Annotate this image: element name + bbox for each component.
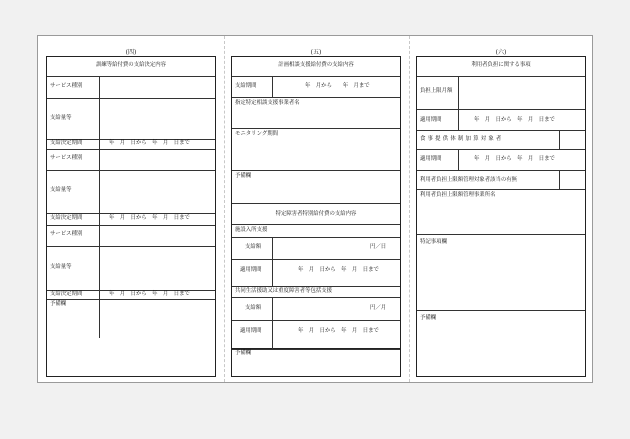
- burden-cap-label: 負担上限月額: [420, 88, 453, 94]
- panel-number: (四): [125, 49, 137, 56]
- apply-period-value: 年 月 日から 年 月 日まで: [474, 156, 555, 162]
- decision-period-label: 支給決定期間: [50, 291, 83, 297]
- apply-period-label: 適用期間: [420, 156, 442, 162]
- group-home-label: 共同生活援助又は重度障害者等包括支援: [235, 288, 333, 294]
- panel-six-form: [416, 56, 586, 377]
- apply-period-value: 年 月 日から 年 月 日まで: [298, 267, 379, 273]
- decision-period-value: 年 月 日から 年 月 日まで: [109, 291, 190, 297]
- fold-line: [224, 36, 225, 382]
- cap-management-office-label: 利用者負担上限額管理事業所名: [420, 192, 496, 198]
- period-value: 年 月から 年 月まで: [305, 83, 370, 89]
- period-label: 支給期間: [235, 83, 257, 89]
- monitoring-period-label: モニタリング期間: [235, 131, 279, 137]
- amount-label: 支給額: [245, 244, 262, 250]
- notes-label: 予備欄: [235, 350, 252, 356]
- panel-number: (六): [495, 49, 507, 56]
- panel-header: 計画相談支援給付費の支給内容: [278, 62, 354, 68]
- decision-period-value: 年 月 日から 年 月 日まで: [109, 140, 190, 146]
- amount-label: 支給量等: [50, 187, 72, 193]
- special-benefit-header: 特定障害者特別給付費の支給内容: [275, 211, 357, 217]
- decision-period-label: 支給決定期間: [50, 215, 83, 221]
- panel-number: (五): [310, 49, 322, 56]
- apply-period-label: 適用期間: [420, 117, 442, 123]
- cap-management-label: 利用者負担上限額管理対象者該当の有無: [420, 177, 518, 183]
- designated-office-label: 指定特定相談支援事業者名: [235, 100, 300, 106]
- panel-header: 利用者負担に関する事項: [471, 62, 531, 68]
- amount-label: 支給量等: [50, 115, 72, 121]
- amount-unit: 円／日: [370, 244, 387, 250]
- fold-line: [409, 36, 410, 382]
- panel-four-form: [46, 56, 216, 377]
- service-type-label: サービス種別: [50, 231, 83, 237]
- service-type-label: サービス種別: [50, 83, 83, 89]
- certificate-sheet: [37, 35, 593, 383]
- panel-header: 訓練等給付費の支給決定内容: [95, 62, 167, 68]
- decision-period-value: 年 月 日から 年 月 日まで: [109, 215, 190, 221]
- decision-period-label: 支給決定期間: [50, 140, 83, 146]
- amount-label: 支給額: [245, 305, 262, 311]
- apply-period-value: 年 月 日から 年 月 日まで: [298, 328, 379, 334]
- meal-addition-label: 食事提供体制加算対象者: [420, 136, 504, 142]
- special-notes-label: 特記事項欄: [420, 239, 447, 245]
- notes-label: 予備欄: [420, 315, 437, 321]
- apply-period-value: 年 月 日から 年 月 日まで: [474, 117, 555, 123]
- notes-label: 予備欄: [50, 301, 67, 307]
- apply-period-label: 適用期間: [240, 328, 262, 334]
- notes-label: 予備欄: [235, 173, 252, 179]
- amount-unit: 円／月: [370, 305, 387, 311]
- apply-period-label: 適用期間: [240, 267, 262, 273]
- panel-five-notes: [231, 349, 401, 377]
- amount-label: 支給量等: [50, 264, 72, 270]
- panel-five-form: [231, 56, 401, 349]
- facility-support-label: 施設入所支援: [235, 227, 268, 233]
- service-type-label: サービス種別: [50, 155, 83, 161]
